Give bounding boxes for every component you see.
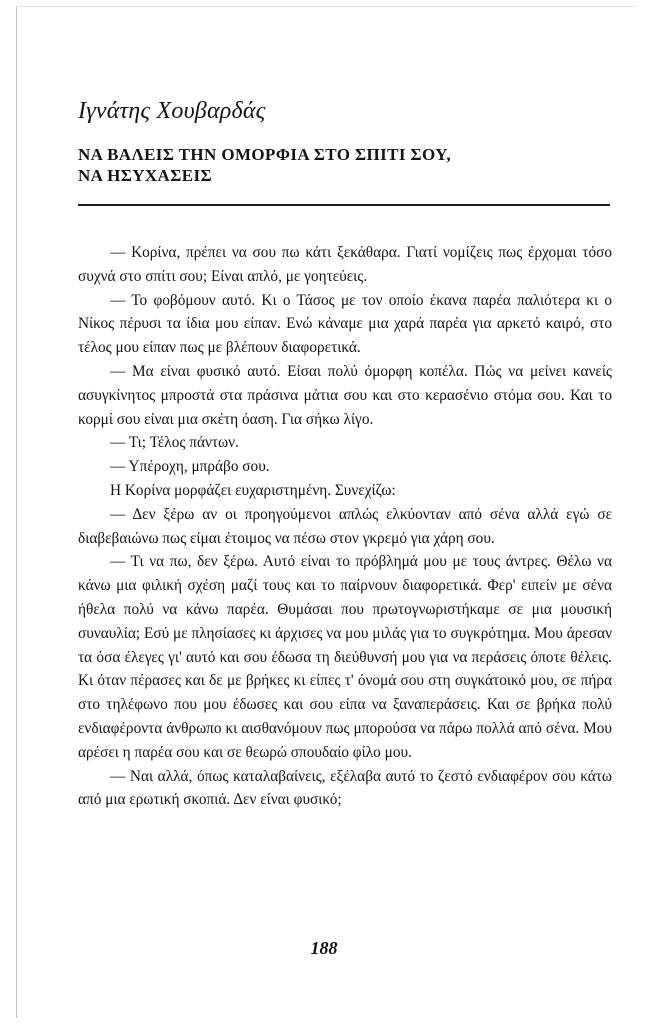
story-title-line: ΝΑ ΗΣΥΧΑΣΕΙΣ	[78, 166, 213, 185]
paragraph: Η Κορίνα μορφάζει ευχαριστημένη. Συνεχίζω:	[110, 481, 396, 499]
paragraph: — Ναι αλλά, όπως καταλαβαίνεις, εξέλαβα αυτό το ζεστό ενδιαφέρον σου κάτω από μια ερωτική σκοπιά. Δεν είναι φυσικό;	[78, 767, 612, 809]
story-title-line: ΝΑ ΒΑΛΕΙΣ ΤΗΝ ΟΜΟΡΦΙΑ ΣΤΟ ΣΠΙΤΙ ΣΟΥ,	[78, 145, 452, 164]
author-name: Ιγνάτης Χουβαρδάς	[78, 98, 266, 124]
title-rule	[78, 204, 610, 206]
page-number: 188	[310, 938, 338, 958]
paragraph: — Το φοβόμουν αυτό. Κι ο Τάσος με τον οποίο έκανα παρέα παλιότερα κι ο Νίκος πέρυσι τα ίδια μου είπαν. Ενώ κάναμε μια χαρά παρέα για αρκετό καιρό, στο τέλος μου είπαν πως με βλέπουν διαφορετικά.	[78, 291, 612, 357]
paragraph: — Μα είναι φυσικό αυτό. Είσαι πολύ όμορφη κοπέλα. Πώς να μείνει κανείς ασυγκίνητος μπροστά στα πράσινα μάτια σου και στο κερασένιο στόμα σου. Και το κορμί σου είναι μια σκέτη όαση. Για σήκω λίγο.	[78, 362, 612, 428]
paragraph: — Υπέροχη, μπράβο σου.	[110, 458, 270, 476]
body-text	[78, 241, 612, 812]
paragraph: — Τι να πω, δεν ξέρω. Αυτό είναι το πρόβλημά μου με τους άντρες. Θέλω να κάνω μια φιλική σχέση μαζί τους και το παίρνουν διαφορετικά. Φερ' ειπείν με σένα ήθελα πολύ να κάνω παρέα. Θυμάσαι που πρωτογνωριστήκαμε σε μια μουσική συναυλία; Εσύ με πλησίασες κι άρχισες να μου μιλάς για το συγκρότημα. Μου άρεσαν τα όσα έλεγες γι' αυτό και σου έδωσα τη διεύθυνσή μου για να περάσεις όποτε θέλεις. Κι όταν πέρασες και δε με βρήκες κι είπες τ' όνομά σου στη συγκάτοικό μου, σε πήρα στο τηλέφωνο που μου έδωσες και σου είπα να ξαναπεράσεις. Και σε βρήκα πολύ ενδιαφέροντα άνθρωπο κι αισθανόμουν πως μπορούσα να πάρω πολλά από σένα. Μου αρέσει η παρέα σου και σε θεωρώ σπουδαίο φίλο μου.	[78, 553, 612, 761]
paragraph: — Δεν ξέρω αν οι προηγούμενοι απλώς ελκύονταν από σένα αλλά εγώ σε διαβεβαιώνω πως είμαι έτοιμος να πέσω στον γκρεμό για χάρη σου.	[78, 505, 612, 547]
paragraph: — Κορίνα, πρέπει να σου πω κάτι ξεκάθαρα. Γιατί νομίζεις πως έρχομαι τόσο συχνά στο σπίτι σου; Είναι απλό, με γοητεύεις.	[78, 244, 612, 285]
story-title	[78, 144, 598, 186]
paragraph: — Τι; Τέλος πάντων.	[110, 434, 239, 452]
